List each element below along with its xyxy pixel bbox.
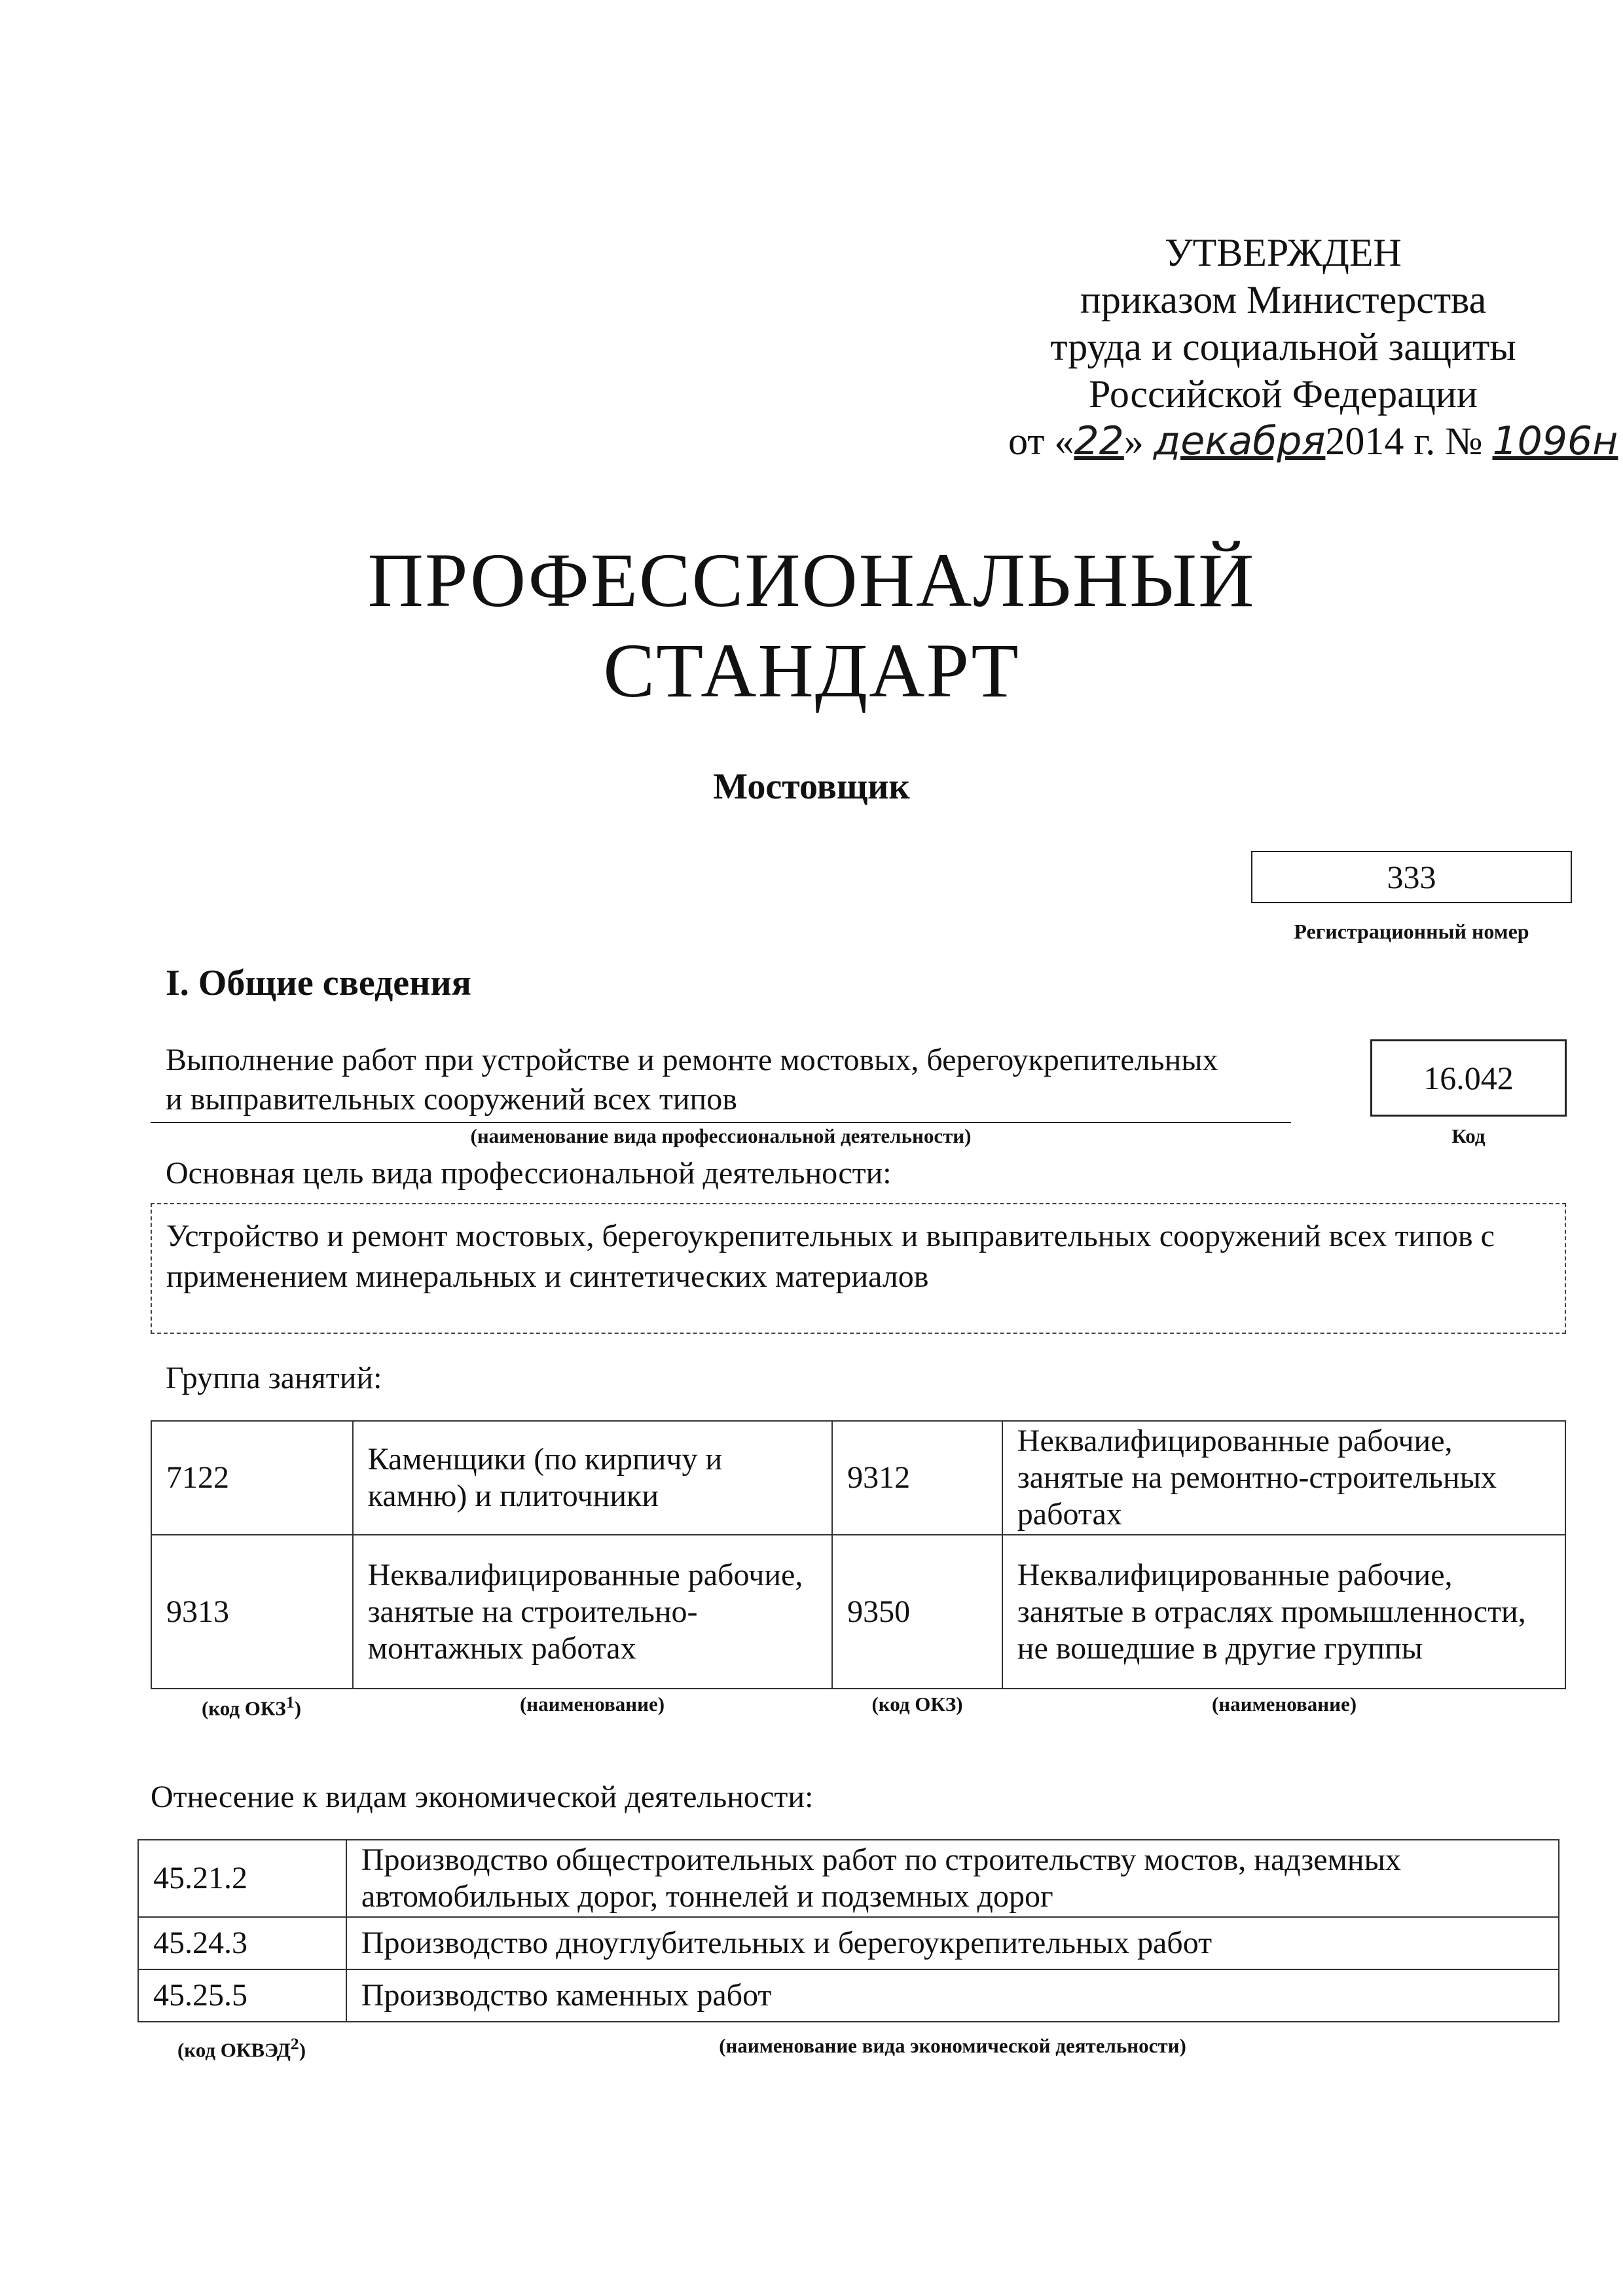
- activity-underline: [151, 1122, 1291, 1123]
- date-prefix: от «: [1008, 420, 1074, 463]
- handwritten-number: 1096н: [1492, 418, 1618, 464]
- table-row: [138, 1840, 1559, 1917]
- table-row: [151, 1535, 1565, 1689]
- okved-name: [346, 1840, 1559, 1917]
- okz-code: 9350: [832, 1535, 1002, 1689]
- okved-name-caption: (наименование вида экономической деятельности): [719, 2034, 1186, 2057]
- handwritten-month: декабря: [1153, 418, 1326, 464]
- okz-name-caption: (наименование): [519, 1693, 665, 1715]
- goal-label: Основная цель вида профессиональной деятельности:: [166, 1156, 892, 1191]
- activity-code: 16.042: [1423, 1060, 1514, 1096]
- okz-code-caption-text: (код ОКЗ: [201, 1696, 286, 1720]
- table-row: [138, 1969, 1559, 2022]
- economic-activities-table: [137, 1839, 1559, 2022]
- okz-name: Неквалифицированные рабочие, занятые на ремонтно-строительных работах: [1002, 1421, 1565, 1535]
- okved-name: Производство дноуглубительных и берегоукрепительных работ: [346, 1917, 1559, 1969]
- profession-name: Мостовщик: [713, 766, 910, 807]
- title-line-2: СТАНДАРТ: [603, 628, 1020, 713]
- day-suffix: »: [1123, 420, 1144, 463]
- okved-code-caption: [137, 2034, 346, 2062]
- okved-code: 45.24.3: [138, 1917, 346, 1969]
- okz-code2-caption: (код ОКЗ): [871, 1693, 963, 1715]
- okz-name: Неквалифицированные рабочие, занятые в отраслях промышленности, не вошедшие в другие группы: [1002, 1535, 1565, 1689]
- economic-label: Отнесение к видам экономической деятельности:: [151, 1780, 814, 1814]
- okz-name: Каменщики (по кирпичу и камню) и плиточники: [353, 1421, 832, 1535]
- okz-code-caption: [151, 1693, 352, 1720]
- okved-code-caption-close: ): [299, 2038, 306, 2062]
- occupation-groups-table: [151, 1420, 1566, 1689]
- approval-line-1: УТВЕРЖДЕН: [1165, 231, 1402, 274]
- section-title: I. Общие сведения: [166, 963, 471, 1003]
- approval-line-4: Российской Федерации: [1088, 372, 1478, 416]
- approval-line-3: труда и социальной защиты: [1050, 325, 1516, 368]
- goal-line-2: применением минеральных и синтетических материалов: [166, 1259, 929, 1294]
- okved-code: 45.25.5: [138, 1969, 346, 2022]
- document-title: [0, 535, 1623, 716]
- okved-name: Производство каменных работ: [346, 1969, 1559, 2022]
- title-line-1: ПРОФЕССИОНАЛЬНЫЙ: [367, 537, 1256, 623]
- code-caption: Код: [1451, 1124, 1486, 1147]
- handwritten-day: 22: [1074, 418, 1124, 464]
- okved-name-line-1: Производство общестроительных работ по строительству мостов, надземных: [361, 1842, 1401, 1877]
- footnote-2-marker: 2: [290, 2034, 299, 2053]
- activity-code-box: [1370, 1039, 1567, 1117]
- okz-code: 9313: [151, 1535, 353, 1689]
- table-row: [151, 1421, 1565, 1535]
- registration-number-box: [1251, 851, 1572, 903]
- okz-code: 7122: [151, 1421, 353, 1535]
- activity-line-2: и выправительных сооружений всех типов: [166, 1082, 737, 1117]
- okved-code: 45.21.2: [138, 1840, 346, 1917]
- registration-number-label: Регистрационный номер: [1294, 920, 1529, 943]
- goal-box: [151, 1203, 1566, 1334]
- activity-line-1: Выполнение работ при устройстве и ремонте мостовых, берегоукрепительных: [166, 1043, 1218, 1077]
- approval-date-line: [969, 418, 1618, 465]
- okz-name2-caption: (наименование): [1211, 1693, 1357, 1715]
- okz-name: Неквалифицированные рабочие, занятые на строительно-монтажных работах: [353, 1535, 832, 1689]
- goal-line-1: Устройство и ремонт мостовых, берегоукрепительных и выправительных сооружений всех типов с: [166, 1219, 1495, 1253]
- okved-code-caption-text: (код ОКВЭД: [177, 2038, 291, 2062]
- table-row: [138, 1917, 1559, 1969]
- okz-code: 9312: [832, 1421, 1002, 1535]
- okz-code-caption-close: ): [294, 1696, 302, 1720]
- approval-block: [969, 229, 1618, 465]
- activity-caption: (наименование вида профессиональной деятельности): [470, 1124, 972, 1147]
- registration-number: 333: [1387, 859, 1436, 895]
- group-label: Группа занятий:: [166, 1361, 382, 1395]
- footnote-1-marker: 1: [285, 1693, 295, 1712]
- year-text: 2014 г. №: [1325, 420, 1483, 463]
- okved-name-line-2: автомобильных дорог, тоннелей и подземных дорог: [361, 1879, 1053, 1914]
- approval-line-2: приказом Министерства: [1080, 278, 1487, 321]
- activity-name: [166, 1041, 1292, 1119]
